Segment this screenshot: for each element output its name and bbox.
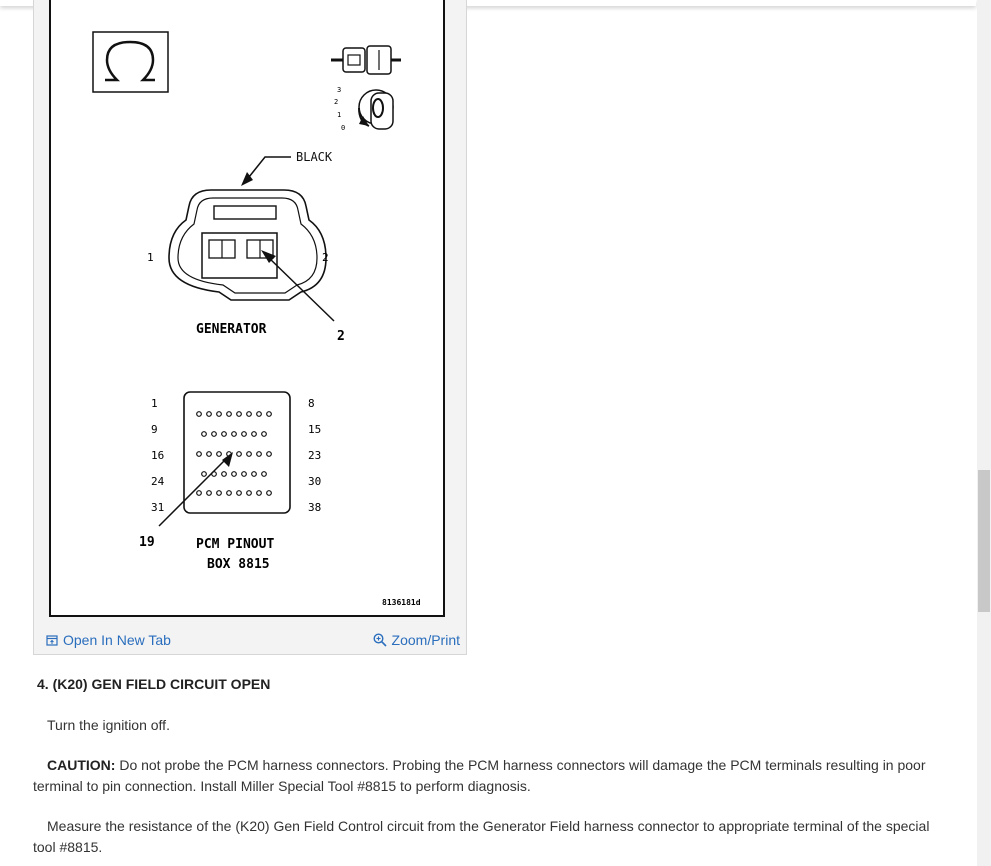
- generator-connector: [169, 190, 326, 300]
- pcm-right-row-5: 38: [308, 501, 322, 514]
- diagram-frame: [49, 0, 445, 617]
- step-title: 4. (K20) GEN FIELD CIRCUIT OPEN: [37, 676, 271, 692]
- pin-2-label: 2: [322, 251, 329, 264]
- pcm-title-line-1: PCM PINOUT: [196, 537, 275, 552]
- pcm-right-row-2: 15: [308, 423, 322, 436]
- figure-card: [33, 0, 467, 655]
- pcm-left-row-4: 24: [151, 475, 165, 488]
- pcm-right-row-3: 23: [308, 449, 322, 462]
- pcm-right-row-1: 8: [308, 397, 315, 410]
- pin-1-label: 1: [147, 251, 154, 264]
- key-pos-2: 2: [334, 98, 339, 106]
- pcm-left-row-5: 31: [151, 501, 165, 514]
- pcm-pinout-box: [184, 392, 290, 513]
- zoom-print-link[interactable]: [373, 632, 460, 648]
- pcm-title-line-2: BOX 8815: [207, 557, 270, 572]
- pcm-left-row-1: 1: [151, 397, 158, 410]
- zoom-print-label: Zoom/Print: [391, 632, 460, 648]
- generator-label: GENERATOR: [196, 322, 267, 337]
- zoom-magnifier-icon: [373, 633, 387, 647]
- scrollbar-thumb[interactable]: [978, 470, 990, 612]
- caution-label: CAUTION:: [47, 757, 116, 773]
- caution-text: Do not probe the PCM harness connectors. Probing the PCM harness connectors will damage the PCM terminals resulting in poor terminal to pin connection. Install Miller Special Tool #8815 to perform diagnosis.: [33, 757, 926, 794]
- pcm-left-row-2: 9: [151, 423, 158, 436]
- pcm-right-row-4: 30: [308, 475, 322, 488]
- ohm-symbol-icon: [93, 32, 168, 92]
- pcm-left-row-3: 16: [151, 449, 165, 462]
- wiring-diagram: [51, 0, 447, 617]
- vertical-scrollbar[interactable]: [977, 0, 991, 866]
- key-pos-1: 1: [337, 111, 342, 119]
- caution-paragraph: [33, 755, 953, 797]
- figure-ref-code: 8136181d: [382, 598, 421, 607]
- connector-icon: [331, 46, 401, 74]
- key-pos-0: 0: [341, 124, 346, 132]
- key-pos-3: 3: [337, 86, 342, 94]
- open-in-new-tab-label: Open In New Tab: [63, 632, 171, 648]
- ignition-key-icon: [334, 86, 393, 132]
- wire-color-label: BLACK: [296, 150, 333, 164]
- instruction-ignition-off: Turn the ignition off.: [47, 717, 170, 733]
- open-tab-icon: [46, 634, 58, 646]
- instruction-measure-resistance: Measure the resistance of the (K20) Gen Field Control circuit from the Generator Field harness connector to appropriate terminal of the special tool #8815.: [33, 818, 930, 855]
- callout-19: 19: [139, 535, 155, 550]
- open-in-new-tab-link[interactable]: [46, 632, 171, 648]
- callout-2: 2: [337, 329, 345, 344]
